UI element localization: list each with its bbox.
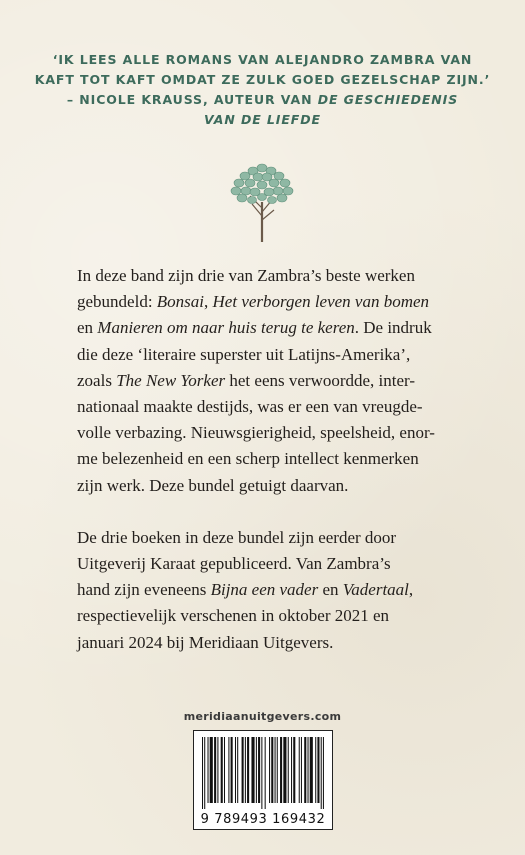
blurb-line — [77, 368, 497, 394]
attribution-book-title: VAN DE LIEFDE — [204, 112, 321, 127]
barcode-bar — [299, 737, 300, 803]
text-run: gebundeld: — [77, 292, 157, 312]
barcode-bar — [310, 737, 313, 803]
barcode-bar — [269, 737, 270, 803]
blurb-line — [77, 577, 497, 603]
quote-attribution — [30, 90, 495, 110]
barcode-bar — [304, 737, 306, 803]
text-run: en — [77, 318, 98, 338]
barcode-bar — [277, 737, 278, 803]
barcode-bar — [323, 737, 324, 809]
barcode-bar — [245, 737, 246, 803]
barcode-bar — [317, 737, 319, 803]
blurb-line: respectievelijk verschenen in oktober 2021 en — [77, 606, 390, 626]
blurb-line — [77, 315, 497, 341]
blurb-line: januari 2024 bij Meridiaan Uitgevers. — [77, 632, 334, 652]
blurb-line: volle verbazing. Nieuwsgierigheid, speelsheid, enor- — [77, 423, 435, 443]
text-run: . De indruk — [354, 318, 432, 338]
book-title: Het verborgen leven van bomen — [212, 292, 430, 312]
quote-line: ‘IK LEES ALLE ROMANS VAN ALEJANDRO ZAMBRA VAN — [52, 52, 473, 67]
barcode-bar — [275, 737, 276, 803]
isbn-barcode — [193, 730, 333, 830]
barcode-bar — [210, 737, 213, 803]
blurb-line: In deze band zijn drie van Zambra’s beste werken — [77, 266, 415, 285]
barcode-bar — [291, 737, 292, 803]
barcode-bar — [288, 737, 289, 803]
attribution-author: – NICOLE KRAUSS, AUTEUR VAN — [66, 92, 318, 107]
barcode-bar — [204, 737, 205, 809]
blurb-line: me belezenheid en een scherp intellect kenmerken — [77, 449, 419, 469]
barcode-bar — [202, 737, 203, 809]
barcode-bar — [256, 737, 257, 803]
barcode-bar — [221, 737, 223, 803]
blurb-line — [77, 289, 497, 315]
barcode-bar — [271, 737, 273, 803]
tree-icon — [222, 160, 302, 244]
book-title: Bijna een vader — [210, 580, 319, 600]
review-quote — [30, 50, 495, 130]
text-run: , — [408, 580, 414, 600]
barcode-bar — [261, 737, 262, 809]
barcode-bar — [237, 737, 238, 803]
text-run: het eens verwoordde, inter- — [225, 370, 416, 390]
blurb-line: nationaal maakte destijds, was er een van vreugde- — [77, 397, 423, 417]
paragraph-gap — [77, 499, 497, 525]
book-title: Manieren om naar huis terug te keren — [97, 318, 355, 338]
barcode-bar — [283, 737, 286, 803]
barcode-bar — [321, 737, 322, 809]
text-run: , — [204, 292, 213, 312]
isbn-number: 9 789493 169432 — [200, 812, 326, 827]
barcode-bar — [214, 737, 216, 803]
barcode-bar — [235, 737, 236, 803]
blurb-text — [77, 263, 497, 656]
barcode-bars — [202, 737, 324, 809]
blurb-line: De drie boeken in deze bundel zijn eerder door — [77, 527, 397, 547]
text-run: zoals — [77, 370, 117, 390]
text-run: hand zijn eveneens — [77, 580, 211, 600]
text-run: en — [318, 580, 343, 600]
barcode-bar — [265, 737, 266, 809]
quote-attribution-continued — [30, 110, 495, 130]
barcode-bar — [208, 737, 209, 803]
barcode-bar — [242, 737, 244, 803]
blurb-line: zijn werk. Deze bundel getuigt daarvan. — [77, 475, 349, 495]
magazine-title: The New Yorker — [116, 370, 226, 390]
barcode-bar — [301, 737, 302, 803]
barcode-bar — [228, 737, 229, 803]
barcode-bar — [280, 737, 282, 803]
barcode-bar — [293, 737, 295, 803]
barcode-bar — [258, 737, 260, 803]
publisher-website: meridiaanuitgevers.com — [183, 710, 342, 723]
book-title: Vadertaal — [342, 580, 409, 600]
blurb-line: die deze ‘literaire superster uit Latijns-Amerika’, — [77, 344, 411, 364]
blurb-line: Uitgeverij Karaat gepubliceerd. Van Zambra’s — [77, 554, 391, 574]
barcode-bar — [231, 737, 233, 803]
barcode-bar — [315, 737, 316, 803]
barcode-bar — [247, 737, 249, 803]
quote-line: KAFT TOT KAFT OMDAT ZE ZULK GOED GEZELSCHAP ZIJN.’ — [34, 72, 491, 87]
barcode-bar — [251, 737, 254, 803]
book-title: Bonsai — [156, 292, 205, 312]
barcode-bar — [217, 737, 218, 803]
attribution-book-title: DE GESCHIEDENIS — [317, 92, 459, 107]
barcode-bar — [224, 737, 225, 803]
barcode-bar — [308, 737, 309, 803]
